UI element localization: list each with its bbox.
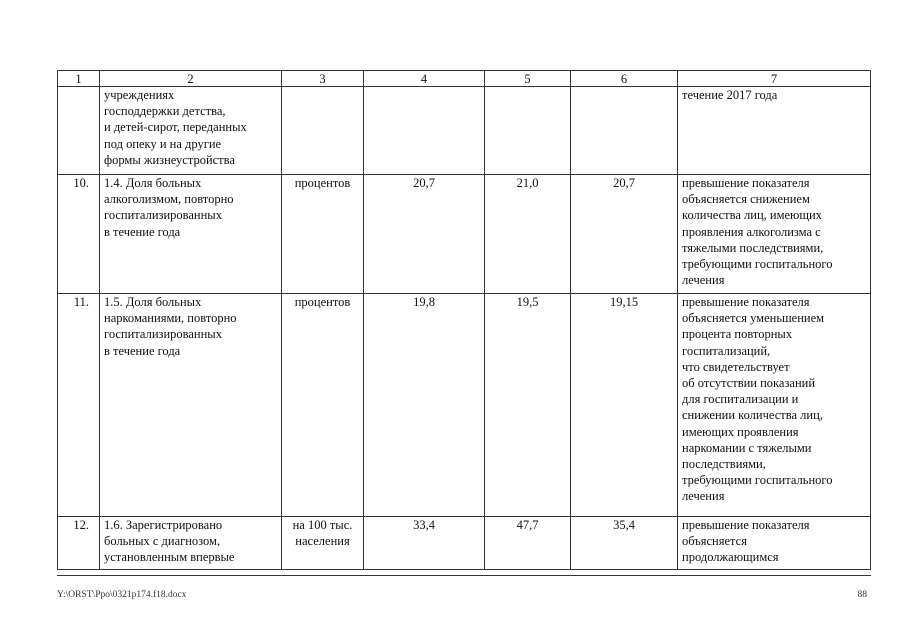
unit-cell — [282, 87, 364, 175]
column-header-6: 6 — [571, 71, 678, 87]
value-col5: 21,0 — [485, 175, 571, 294]
value-col5 — [485, 87, 571, 175]
column-header-5: 5 — [485, 71, 571, 87]
column-header-3: 3 — [282, 71, 364, 87]
page-number: 88 — [857, 590, 867, 600]
row-number: 12. — [58, 517, 100, 570]
table-row — [58, 294, 871, 517]
indicator-name: учреждениях господдержки детства, и детей-сирот, переданных под опеку и на другие формы жизнеустройства — [100, 87, 282, 175]
value-col6: 19,15 — [571, 294, 678, 517]
unit-cell: процентов — [282, 175, 364, 294]
value-col6: 35,4 — [571, 517, 678, 570]
report-table — [57, 70, 871, 570]
value-col4: 33,4 — [364, 517, 485, 570]
column-header-2: 2 — [100, 71, 282, 87]
column-header-1: 1 — [58, 71, 100, 87]
column-header-7: 7 — [678, 71, 871, 87]
row-number — [58, 87, 100, 175]
table-header-row — [58, 71, 871, 87]
indicator-name: 1.4. Доля больных алкоголизмом, повторно госпитализированных в течение года — [100, 175, 282, 294]
table-row — [58, 175, 871, 294]
value-col5: 47,7 — [485, 517, 571, 570]
indicator-name: 1.5. Доля больных наркоманиями, повторно госпитализированных в течение года — [100, 294, 282, 517]
explanation-cell: превышение показателя объясняется снижением количества лиц, имеющих проявления алкоголизма с тяжелыми последствиями, требующими госпитального лечения — [678, 175, 871, 294]
explanation-cell: течение 2017 года — [678, 87, 871, 175]
unit-cell: на 100 тыс. населения — [282, 517, 364, 570]
file-path: Y:\ORST\Ppo\0321p174.f18.docx — [57, 590, 187, 600]
row-number: 10. — [58, 175, 100, 294]
value-col4: 19,8 — [364, 294, 485, 517]
table-row — [58, 517, 871, 570]
indicator-name: 1.6. Зарегистрировано больных с диагнозом, установленным впервые — [100, 517, 282, 570]
unit-cell: процентов — [282, 294, 364, 517]
value-col4: 20,7 — [364, 175, 485, 294]
table-row — [58, 87, 871, 175]
explanation-cell: превышение показателя объясняется продолжающимся — [678, 517, 871, 570]
value-col6 — [571, 87, 678, 175]
value-col6: 20,7 — [571, 175, 678, 294]
column-header-4: 4 — [364, 71, 485, 87]
value-col4 — [364, 87, 485, 175]
row-number: 11. — [58, 294, 100, 517]
value-col5: 19,5 — [485, 294, 571, 517]
explanation-cell: превышение показателя объясняется уменьшением процента повторных госпитализаций, что свидетельствует об отсутствии показаний для госпитализации и снижении количества лиц, имеющих проявления наркомании с тяжелыми последствиями, требующими госпитального лечения — [678, 294, 871, 517]
table-bottom-rule — [57, 575, 871, 576]
